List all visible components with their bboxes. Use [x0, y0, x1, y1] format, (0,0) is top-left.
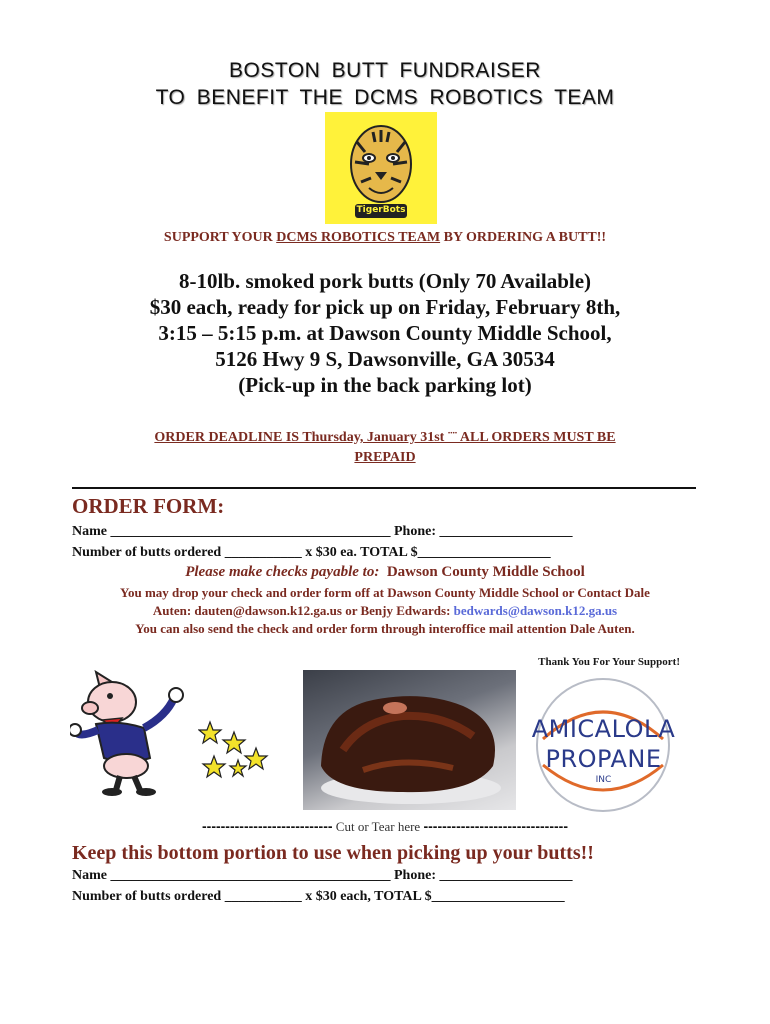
cut-dashes-right: -------------------------------: [423, 818, 568, 834]
support-line: [0, 230, 770, 246]
bottom-butts-total-line: Number of butts ordered ___________ x $30 each, TOTAL $___________________: [72, 889, 565, 904]
email-link[interactable]: bedwards@dawson.k12.ga.us: [453, 603, 618, 618]
sponsor-line-1: AMICALOLA: [531, 715, 676, 743]
amicalola-propane-logo: [531, 675, 676, 815]
order-butts-total-line: Number of butts ordered ___________ x $30 ea. TOTAL $___________________: [72, 545, 551, 560]
details-line-4: 5126 Hwy 9 S, Dawsonville, GA 30534: [215, 347, 555, 371]
title-line-1: BOSTON BUTT FUNDRAISER: [229, 59, 541, 82]
keep-bottom-heading: Keep this bottom portion to use when picking up your butts!!: [72, 842, 594, 864]
order-deadline: [80, 428, 690, 468]
drop-off-info: [60, 584, 710, 638]
details-line-5: (Pick-up in the back parking lot): [238, 373, 532, 397]
cut-dashes-left: ----------------------------: [202, 818, 333, 834]
title-line-2: TO BENEFIT THE DCMS ROBOTICS TEAM: [155, 86, 615, 109]
sponsor-line-2: PROPANE: [545, 745, 662, 773]
cut-label: Cut or Tear here: [332, 819, 424, 834]
pig-cartoon: [70, 668, 195, 798]
order-form-heading: ORDER FORM:: [72, 494, 225, 518]
drop-line-2: [60, 602, 710, 620]
star-icon: [198, 718, 273, 786]
thank-you-note: Thank You For Your Support!: [538, 656, 680, 668]
checks-label: Please make checks payable to:: [185, 564, 380, 580]
logo-text: TigerBots: [356, 205, 406, 215]
event-details: [0, 268, 770, 398]
drop-line-1: You may drop your check and order form off at Dawson County Middle School or Contact Dale: [120, 585, 650, 600]
support-underlined: DCMS ROBOTICS TEAM: [276, 230, 441, 245]
deadline-line-1: ORDER DEADLINE IS Thursday, January 31st ¨¨ ALL ORDERS MUST BE: [154, 430, 616, 445]
smoked-pork-photo: [303, 670, 516, 810]
pig-icon: [70, 668, 195, 798]
details-line-2: $30 each, ready for pick up on Friday, February 8th,: [149, 295, 621, 319]
deadline-line-2: PREPAID: [354, 450, 416, 465]
drop-line-2-prefix: Auten: dauten@dawson.k12.ga.us or Benjy Edwards:: [152, 603, 454, 618]
drop-line-3: You can also send the check and order form through interoffice mail attention Dale Auten.: [135, 621, 635, 636]
stars-decoration: [198, 718, 273, 786]
checks-payee: Dawson County Middle School: [386, 564, 585, 580]
tigerbots-logo: [325, 112, 437, 224]
divider-rule: [72, 487, 696, 489]
details-line-3: 3:15 – 5:15 p.m. at Dawson County Middle School,: [158, 321, 612, 345]
order-name-phone-line: Name ________________________________________ Phone: ___________________: [72, 524, 573, 539]
sponsor-line-3: INC: [595, 775, 612, 785]
pork-butt-icon: [303, 670, 516, 810]
cut-line: [72, 818, 698, 835]
details-line-1: 8-10lb. smoked pork butts (Only 70 Available): [178, 269, 592, 293]
support-suffix: BY ORDERING A BUTT!!: [440, 230, 607, 245]
support-prefix: SUPPORT YOUR: [163, 230, 277, 245]
page-title: [0, 57, 770, 111]
bottom-name-phone-line: Name ________________________________________ Phone: ___________________: [72, 868, 573, 883]
checks-payable: [0, 564, 770, 581]
